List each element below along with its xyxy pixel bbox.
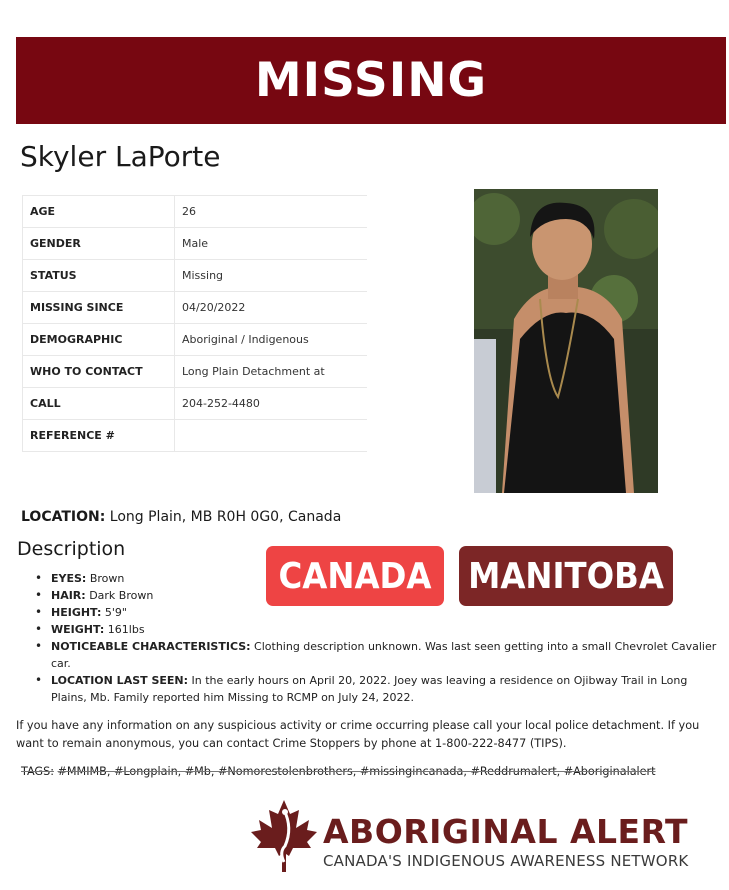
row-value: 26: [175, 196, 368, 228]
table-row: [23, 420, 368, 452]
row-value: [175, 420, 368, 452]
item-label: HEIGHT:: [51, 606, 102, 619]
row-label: GENDER: [23, 228, 175, 260]
list-item: [33, 570, 723, 587]
row-value: 204-252-4480: [175, 388, 368, 420]
row-value: 04/20/2022: [175, 292, 368, 324]
table-row: [23, 324, 368, 356]
aboriginal-alert-logo: [249, 798, 729, 878]
table-row: [23, 356, 368, 388]
row-value: Missing: [175, 260, 368, 292]
item-label: HAIR:: [51, 589, 86, 602]
table-row: [23, 388, 368, 420]
row-label: MISSING SINCE: [23, 292, 175, 324]
item-value: In the early hours on April 20, 2022. Joey was leaving a residence on Ojibway Trail in Long Plains, Mb. Family reported him Missing to RCMP on July 24, 2022.: [51, 674, 688, 704]
banner-title: MISSING: [254, 53, 488, 108]
table-row: [23, 196, 368, 228]
location-value: Long Plain, MB R0H 0G0, Canada: [109, 509, 342, 525]
row-value: Long Plain Detachment at: [175, 356, 368, 388]
contact-note: If you have any information on any suspicious activity or crime occurring please call your local police detachment. If you want to remain anonymous, you can contact Crime Stoppers by phone at 1-800-222-8477 (TIPS).: [16, 719, 700, 750]
list-item: [33, 604, 723, 621]
row-label: WHO TO CONTACT: [23, 356, 175, 388]
item-value: Clothing description unknown. Was last seen getting into a small Chevrolet Cavalier car.: [51, 640, 717, 670]
missing-banner: [16, 37, 726, 124]
table-row: [23, 292, 368, 324]
manitoba-badge: MANITOBA: [459, 546, 673, 606]
description-list: [33, 570, 723, 706]
logo-title: ABORIGINAL ALERT: [323, 812, 689, 851]
list-item: [33, 587, 723, 604]
item-value: Dark Brown: [89, 589, 154, 602]
list-item: [33, 621, 723, 638]
item-label: NOTICEABLE CHARACTERISTICS:: [51, 640, 251, 653]
list-item: [33, 672, 723, 706]
location-label: LOCATION:: [21, 509, 106, 525]
item-value: 161lbs: [107, 623, 145, 636]
table-row: [23, 228, 368, 260]
item-label: WEIGHT:: [51, 623, 105, 636]
logo-subtitle: CANADA'S INDIGENOUS AWARENESS NETWORK: [323, 852, 689, 870]
item-label: EYES:: [51, 572, 87, 585]
location-line: [21, 509, 341, 525]
item-value: 5'9": [104, 606, 127, 619]
item-label: LOCATION LAST SEEN:: [51, 674, 189, 687]
row-value: Male: [175, 228, 368, 260]
item-value: Brown: [89, 572, 125, 585]
info-table: [22, 195, 367, 452]
table-row: [23, 260, 368, 292]
row-label: CALL: [23, 388, 175, 420]
person-photo: [474, 189, 658, 493]
row-label: REFERENCE #: [23, 420, 175, 452]
list-item: [33, 638, 723, 672]
row-label: AGE: [23, 196, 175, 228]
tags-value: #MMIMB, #Longplain, #Mb, #Nomorestolenbrothers, #missingincanada, #Reddrumalert, #Aboriginalalert: [57, 765, 656, 778]
maple-leaf-icon: [249, 798, 319, 874]
row-value: Aboriginal / Indigenous: [175, 324, 368, 356]
tags-line: [21, 765, 656, 778]
canada-badge: CANADA: [266, 546, 444, 606]
person-name: Skyler LaPorte: [20, 140, 221, 173]
row-label: DEMOGRAPHIC: [23, 324, 175, 356]
row-label: STATUS: [23, 260, 175, 292]
tags-label: TAGS:: [21, 765, 54, 778]
description-heading: Description: [17, 538, 126, 560]
